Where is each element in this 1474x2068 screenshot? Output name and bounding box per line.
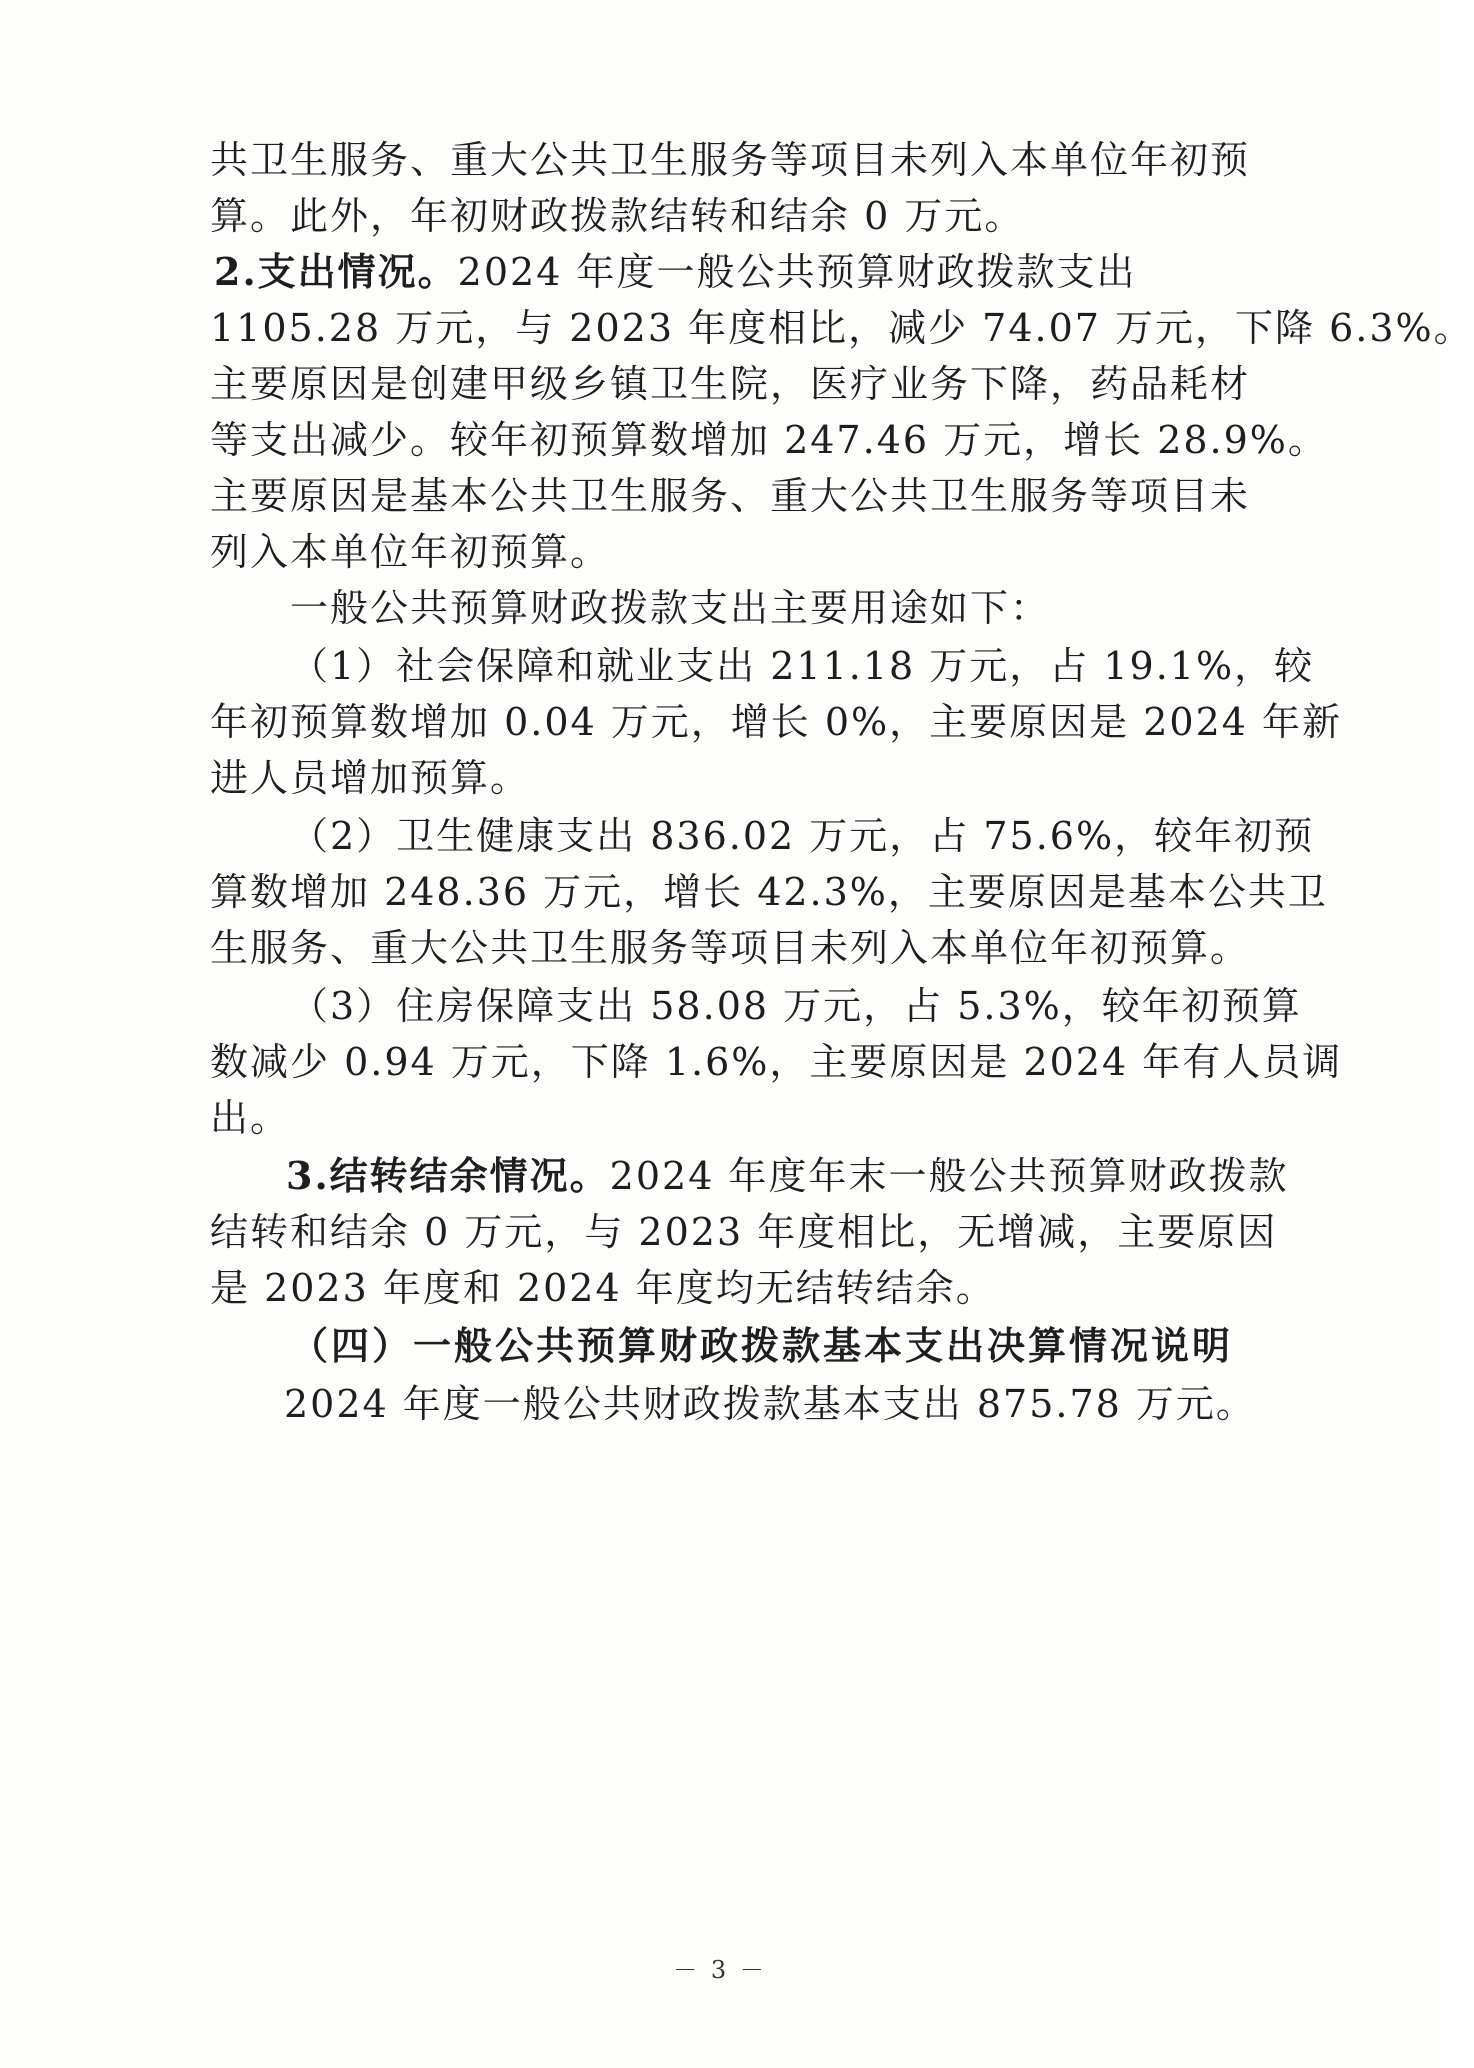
page-number: － 3 － [673,1956,767,1984]
line-text: 出。 [210,1096,291,1140]
line-text: 共卫生服务、重大公共卫生服务等项目未列入本单位年初预 [210,138,1251,182]
paragraph-line [210,416,1328,464]
paragraph-line [210,1264,1260,1312]
paragraph-line [214,248,1260,296]
line-text: 1105.28 万元，与 2023 年度相比，减少 74.07 万元，下降 6.3%。 [210,306,1474,350]
paragraph-line [286,1152,1289,1200]
line-text: 年初预算数增加 0.04 万元，增长 0%，主要原因是 2024 年新 [210,700,1342,744]
line-text: 2024 年度一般公共预算财政拨款支出 [457,250,1137,294]
paragraph-line [210,868,1328,916]
line-text: 主要原因是基本公共卫生服务、重大公共卫生服务等项目未 [210,474,1251,518]
line-text: （1）社会保障和就业支出 211.18 万元，占 19.1%，较 [290,644,1315,688]
section-lead-expenditure: 2.支出情况。 [214,249,458,294]
paragraph-line [210,472,1260,520]
section-lead-carryover: 3.结转结余情况。 [286,1153,610,1198]
paragraph-line [290,642,1315,690]
paragraph-line [210,528,1260,576]
paragraph-line [210,136,1260,184]
heading-text: （四）一般公共预算财政拨款基本支出决算情况说明 [290,1323,1234,1368]
paragraph-line [210,304,1474,352]
line-text: 算数增加 248.36 万元，增长 42.3%，主要原因是基本公共卫 [210,870,1328,914]
paragraph-line [290,982,1302,1030]
paragraph-line [290,584,1260,632]
paragraph-line [210,754,1260,802]
paragraph-line [290,812,1315,860]
paragraph-line [210,360,1260,408]
paragraph-line [210,924,1260,972]
line-text: 2024 年度一般公共财政拨款基本支出 875.78 万元。 [284,1382,1256,1426]
paragraph-line [210,1208,1278,1256]
line-text: 一般公共预算财政拨款支出主要用途如下： [290,586,1051,630]
line-text: 等支出减少。较年初预算数增加 247.46 万元，增长 28.9%。 [210,418,1328,462]
paragraph-line [210,1038,1343,1086]
line-text: 主要原因是创建甲级乡镇卫生院，医疗业务下降，药品耗材 [210,362,1251,406]
line-text: 生服务、重大公共卫生服务等项目未列入本单位年初预算。 [210,926,1251,970]
line-text: 算。此外，年初财政拨款结转和结余 0 万元。 [210,194,1025,238]
line-text: 2024 年度年末一般公共预算财政拨款 [609,1154,1289,1198]
line-text: 进人员增加预算。 [210,756,531,800]
line-text: 结转和结余 0 万元，与 2023 年度相比，无增减，主要原因 [210,1210,1278,1254]
line-text: 列入本单位年初预算。 [210,530,611,574]
paragraph-line [210,698,1342,746]
paragraph-line [210,1094,1260,1142]
line-text: （2）卫生健康支出 836.02 万元，占 75.6%，较年初预 [290,814,1315,858]
paragraph-line [284,1380,1260,1428]
line-text: （3）住房保障支出 58.08 万元，占 5.3%，较年初预算 [290,984,1302,1028]
line-text: 是 2023 年度和 2024 年度均无结转结余。 [210,1266,996,1310]
paragraph-line [210,192,1260,240]
section-heading [290,1322,1260,1370]
line-text: 数减少 0.94 万元，下降 1.6%，主要原因是 2024 年有人员调 [210,1040,1343,1084]
